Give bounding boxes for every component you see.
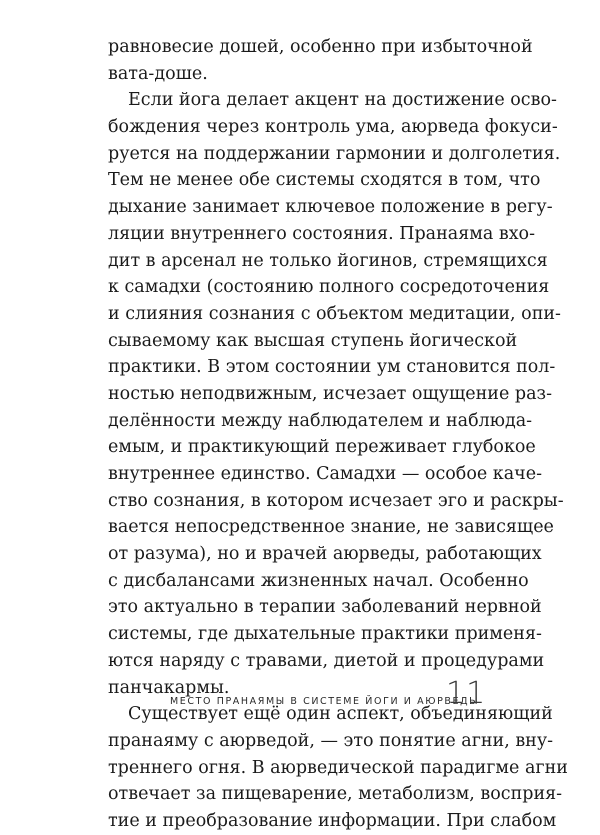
text-line: ство сознания, в котором исчезает эго и раскры-: [108, 490, 564, 511]
text-line: с дисбалансами жизненных начал. Особенно: [108, 570, 529, 591]
text-line: ностью неподвижным, исчезает ощущение раз-: [108, 383, 552, 404]
text-line: отвечает за пищеварение, метаболизм, восприя-: [108, 784, 563, 805]
text-line: к самадхи (состоянию полного сосредоточения: [108, 277, 550, 298]
text-line: делённости между наблюдателем и наблюда-: [108, 410, 533, 431]
text-line: ляции внутреннего состояния. Пранаяма вхо-: [108, 223, 536, 244]
text-line: панчакармы.: [108, 677, 230, 698]
text-line: сываемому как высшая ступень йогической: [108, 330, 518, 351]
text-line: дит в арсенал не только йогинов, стремящихся: [108, 250, 548, 271]
text-line: от разума), но и врачей аюрведы, работающих: [108, 544, 542, 565]
text-line: дыхание занимает ключевое положение в регу-: [108, 197, 553, 218]
text-line: вата-доше.: [108, 63, 208, 84]
text-line: внутреннее единство. Самадхи — особое каче-: [108, 464, 542, 484]
text-line: тие и преобразование информации. При слабом: [108, 810, 557, 831]
page-number: 11: [446, 676, 487, 711]
text-line: ются наряду с травами, диетой и процедурами: [108, 650, 545, 671]
page-footer: [0, 676, 600, 716]
text-line: емым, и практикующий переживает глубокое: [108, 437, 536, 458]
text-line: это актуально в терапии заболеваний нервной: [108, 597, 542, 618]
text-line: Если йога делает акцент на достижение осво-: [128, 90, 557, 111]
running-head: МЕСТО ПРАНАЯМЫ В СИСТЕМЕ ЙОГИ И АЮРВЕДЫ: [170, 696, 480, 707]
text-line: треннего огня. В аюрведической парадигме агни: [108, 757, 568, 778]
text-line: и слияния сознания с объектом медитации, опи-: [108, 303, 561, 324]
text-line: пранаяму с аюрведой, — это понятие агни, вну-: [108, 730, 554, 751]
text-line: практики. В этом состоянии ум становится пол-: [108, 357, 556, 378]
text-line: бождения через контроль ума, аюрведа фокуси-: [108, 117, 558, 138]
text-line: вается непосредственное знание, не зависящее: [108, 517, 554, 538]
text-line: Тем не менее обе системы сходятся в том, что: [108, 170, 541, 191]
text-line: Существует ещё один аспект, объединяющий: [128, 704, 553, 725]
text-line: системы, где дыхательные практики применя-: [108, 624, 542, 645]
text-line: руется на поддержании гармонии и долголетия.: [108, 143, 561, 164]
text-line: равновесие дошей, особенно при избыточной: [108, 37, 533, 57]
